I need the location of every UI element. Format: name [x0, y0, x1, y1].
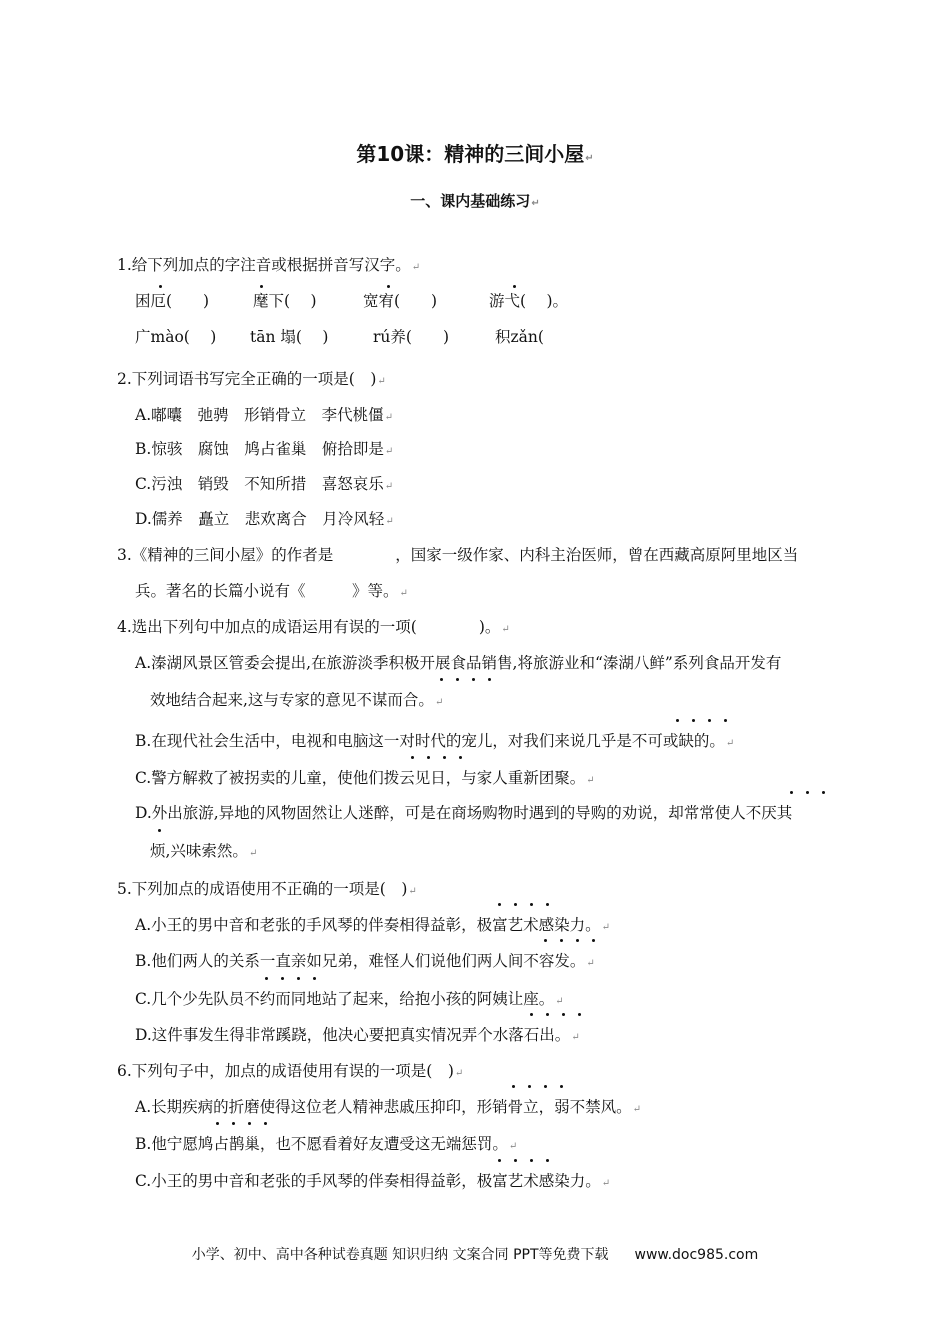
emphasis-dot — [530, 1013, 533, 1016]
emphasis-dot — [459, 756, 462, 759]
q4-option-a-line2: 效地结合起来,这与专家的意见不谋而合。↵ — [150, 691, 444, 709]
emphasis-dot — [560, 1085, 563, 1088]
emphasis-dot — [806, 791, 809, 794]
emphasis-dot — [159, 285, 162, 288]
emphasis-dot — [592, 939, 595, 942]
emphasis-dot — [528, 1085, 531, 1088]
q2-option-d: D.儒养 矗立 悲欢离合 月冷风轻↵ — [135, 510, 394, 528]
emphasis-dot — [530, 903, 533, 906]
q2-option-c: C.污浊 销毁 不知所措 喜怒哀乐↵ — [135, 475, 394, 493]
emphasis-dot — [514, 903, 517, 906]
q1-item: 宽宥( ) — [363, 292, 438, 310]
q1-item: tān 塌( ) — [250, 328, 329, 346]
q5-option-d: D.这件事发生得非常蹊跷，他决心要把真实情况弄个水落石出。↵ — [135, 1026, 580, 1044]
q2-option-a: A.嘟囔 弛骋 形销骨立 李代桃僵↵ — [135, 406, 394, 424]
emphasis-dot — [498, 903, 501, 906]
q4-option-d-line1: D.外出旅游,异地的风物固然让人迷醉，可是在商场购物时遇到的导购的劝说，却常常使人不厌其 — [135, 804, 793, 822]
footer-url[interactable]: www.doc985.com — [634, 1247, 759, 1263]
q6-option-c: C.小王的男中音和老张的手风琴的伴奏相得益彰，极富艺术感染力。↵ — [135, 1172, 611, 1190]
q1-row2 — [135, 326, 755, 352]
section-heading: 一、课内基础练习↵ — [410, 192, 540, 210]
q1-item: rú养( ) — [373, 328, 449, 346]
q3-line2: 兵。著名的长篇小说有《 》等。↵ — [135, 582, 408, 600]
q4-option-b: B.在现代社会生活中，电视和电脑这一对时代的宠儿，对我们来说几乎是不可或缺的。↵ — [135, 732, 735, 750]
emphasis-dot — [513, 285, 516, 288]
q3-line1: 3.《精神的三间小屋》的作者是 ，国家一级作家、内科主治医师，曾在西藏高原阿里地区当 — [117, 546, 799, 564]
emphasis-dot — [546, 903, 549, 906]
emphasis-dot — [232, 1122, 235, 1125]
emphasis-dot — [790, 791, 793, 794]
q4-stem: 4.选出下列句中加点的成语运用有误的一项( )。↵ — [117, 618, 510, 636]
emphasis-dot — [313, 977, 316, 980]
q1-item: 麾下( ) — [253, 292, 317, 310]
q4-option-d-line2: 烦,兴味索然。↵ — [150, 842, 258, 860]
q6-option-b: B.他宁愿鸠占鹊巢，也不愿看着好友遭受这无端惩罚。↵ — [135, 1135, 518, 1153]
page-title: 第10课：精神的三间小屋↵ — [356, 142, 594, 166]
emphasis-dot — [443, 756, 446, 759]
emphasis-dot — [708, 719, 711, 722]
emphasis-dot — [676, 719, 679, 722]
emphasis-dot — [498, 1159, 501, 1162]
emphasis-dot — [724, 719, 727, 722]
q1-item: 困厄( ) — [135, 292, 210, 310]
q6-option-a: A.长期疾病的折磨使得这位老人精神悲戚压抑印，形销骨立，弱不禁风。↵ — [135, 1098, 642, 1116]
emphasis-dot — [488, 678, 491, 681]
emphasis-dot — [260, 285, 263, 288]
emphasis-dot — [281, 977, 284, 980]
emphasis-dot — [512, 1085, 515, 1088]
emphasis-dot — [411, 756, 414, 759]
emphasis-dot — [546, 1159, 549, 1162]
emphasis-dot — [472, 678, 475, 681]
emphasis-dot — [387, 285, 390, 288]
emphasis-dot — [216, 1122, 219, 1125]
emphasis-dot — [560, 939, 563, 942]
q5-option-a: A.小王的男中音和老张的手风琴的伴奏相得益彰，极富艺术感染力。↵ — [135, 916, 611, 934]
q1-item: 游弋( )。 — [489, 292, 569, 310]
emphasis-dot — [692, 719, 695, 722]
q1-stem: 1.给下列加点的字注音或根据拼音写汉字。↵ — [117, 256, 421, 274]
q4-option-a-line1: A.溱湖风景区管委会提出,在旅游淡季积极开展食品销售,将旅游业和“溱湖八鲜”系列食品开发有 — [135, 654, 782, 672]
emphasis-dot — [544, 1085, 547, 1088]
emphasis-dot — [264, 1122, 267, 1125]
emphasis-dot — [158, 829, 161, 832]
emphasis-dot — [546, 1013, 549, 1016]
q5-stem: 5.下列加点的成语使用不正确的一项是( )↵ — [117, 880, 417, 898]
emphasis-dot — [297, 977, 300, 980]
page-footer — [0, 1244, 950, 1264]
emphasis-dot — [578, 1013, 581, 1016]
q2-option-b: B.惊骇 腐蚀 鸠占雀巢 俯拾即是↵ — [135, 440, 394, 458]
emphasis-dot — [562, 1013, 565, 1016]
emphasis-dot — [248, 1122, 251, 1125]
footer-text: 小学、初中、高中各种试卷真题 知识归纳 文案合同 PPT等免费下载 — [191, 1247, 609, 1263]
emphasis-dot — [514, 1159, 517, 1162]
q1-row1 — [135, 290, 755, 316]
emphasis-dot — [456, 678, 459, 681]
q2-stem: 2.下列词语书写完全正确的一项是( )↵ — [117, 370, 386, 388]
emphasis-dot — [427, 756, 430, 759]
q6-stem: 6.下列句子中，加点的成语使用有误的一项是( )↵ — [117, 1062, 464, 1080]
q5-option-c: C.几个少先队员不约而同地站了起来，给抱小孩的阿姨让座。↵ — [135, 990, 564, 1008]
emphasis-dot — [576, 939, 579, 942]
q5-option-b: B.他们两人的关系一直亲如兄弟，难怪人们说他们两人间不容发。↵ — [135, 952, 595, 970]
emphasis-dot — [530, 1159, 533, 1162]
q1-item: 积zǎn( — [495, 328, 544, 346]
q1-item: 广mào( ) — [135, 328, 217, 346]
emphasis-dot — [265, 977, 268, 980]
emphasis-dot — [440, 678, 443, 681]
q4-option-c: C.警方解救了被拐卖的儿童，使他们拨云见日，与家人重新团聚。↵ — [135, 769, 595, 787]
emphasis-dot — [822, 791, 825, 794]
emphasis-dot — [544, 939, 547, 942]
